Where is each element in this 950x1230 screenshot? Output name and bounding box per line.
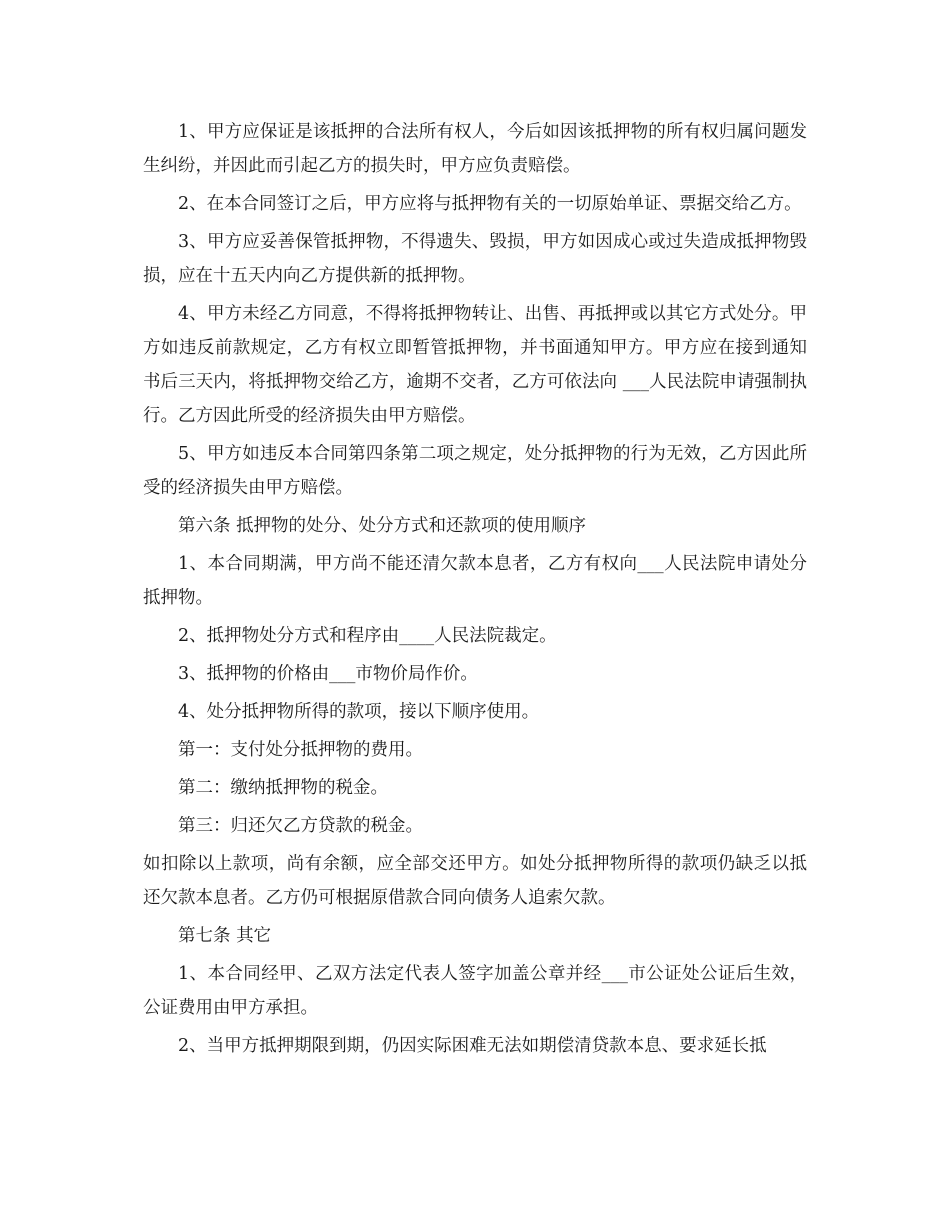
clause-paragraph: 3、甲方应妥善保管抵押物，不得遗失、毁损，甲方如因成心或过失造成抵押物毁损，应在十五天内向乙方提供新的抵押物。 bbox=[143, 232, 807, 286]
order-item: 第一：支付处分抵押物的费用。 bbox=[178, 740, 423, 760]
clause-paragraph: 4、处分抵押物所得的款项，接以下顺序使用。 bbox=[178, 702, 540, 722]
clause-paragraph: 如扣除以上款项，尚有余额，应全部交还甲方。如处分抵押物所得的款项仍缺乏以抵还欠款本息者。乙方仍可根据原借款合同向债务人追索欠款。 bbox=[143, 854, 807, 908]
order-item: 第三：归还欠乙方贷款的税金。 bbox=[178, 816, 423, 836]
article-heading: 第六条 抵押物的处分、处分方式和还款项的使用顺序 bbox=[178, 516, 587, 536]
clause-paragraph: 3、抵押物的价格由___市物价局作价。 bbox=[178, 664, 478, 684]
clause-paragraph: 1、甲方应保证是该抵押的合法所有权人，今后如因该抵押物的所有权归属问题发生纠纷，并因此而引起乙方的损失时，甲方应负责赔偿。 bbox=[143, 122, 807, 176]
document-body bbox=[143, 115, 807, 1067]
clause-paragraph: 2、当甲方抵押期限到期，仍因实际困难无法如期偿清贷款本息、要求延长抵 bbox=[178, 1036, 767, 1056]
clause-paragraph: 5、甲方如违反本合同第四条第二项之规定，处分抵押物的行为无效，乙方因此所受的经济损失由甲方赔偿。 bbox=[143, 444, 807, 498]
clause-paragraph: 1、本合同经甲、乙双方法定代表人签字加盖公章并经___市公证处公证后生效，公证费用由甲方承担。 bbox=[143, 964, 807, 1018]
clause-paragraph: 4、甲方未经乙方同意，不得将抵押物转让、出售、再抵押或以其它方式处分。甲方如违反前款规定，乙方有权立即暂管抵押物，并书面通知甲方。甲方应在接到通知书后三天内，将抵押物交给乙方，逾期不交者，乙方可依法向 ___人民法院申请强制执行。乙方因此所受的经济损失由甲方赔偿。 bbox=[143, 304, 807, 426]
clause-paragraph: 2、在本合同签订之后，甲方应将与抵押物有关的一切原始单证、票据交给乙方。 bbox=[178, 194, 802, 214]
clause-paragraph: 2、抵押物处分方式和程序由____人民法院裁定。 bbox=[178, 626, 557, 646]
clause-paragraph: 1、本合同期满，甲方尚不能还清欠款本息者，乙方有权向___人民法院申请处分抵押物。 bbox=[143, 554, 807, 608]
article-heading: 第七条 其它 bbox=[178, 926, 272, 946]
order-item: 第二：缴纳抵押物的税金。 bbox=[178, 778, 388, 798]
